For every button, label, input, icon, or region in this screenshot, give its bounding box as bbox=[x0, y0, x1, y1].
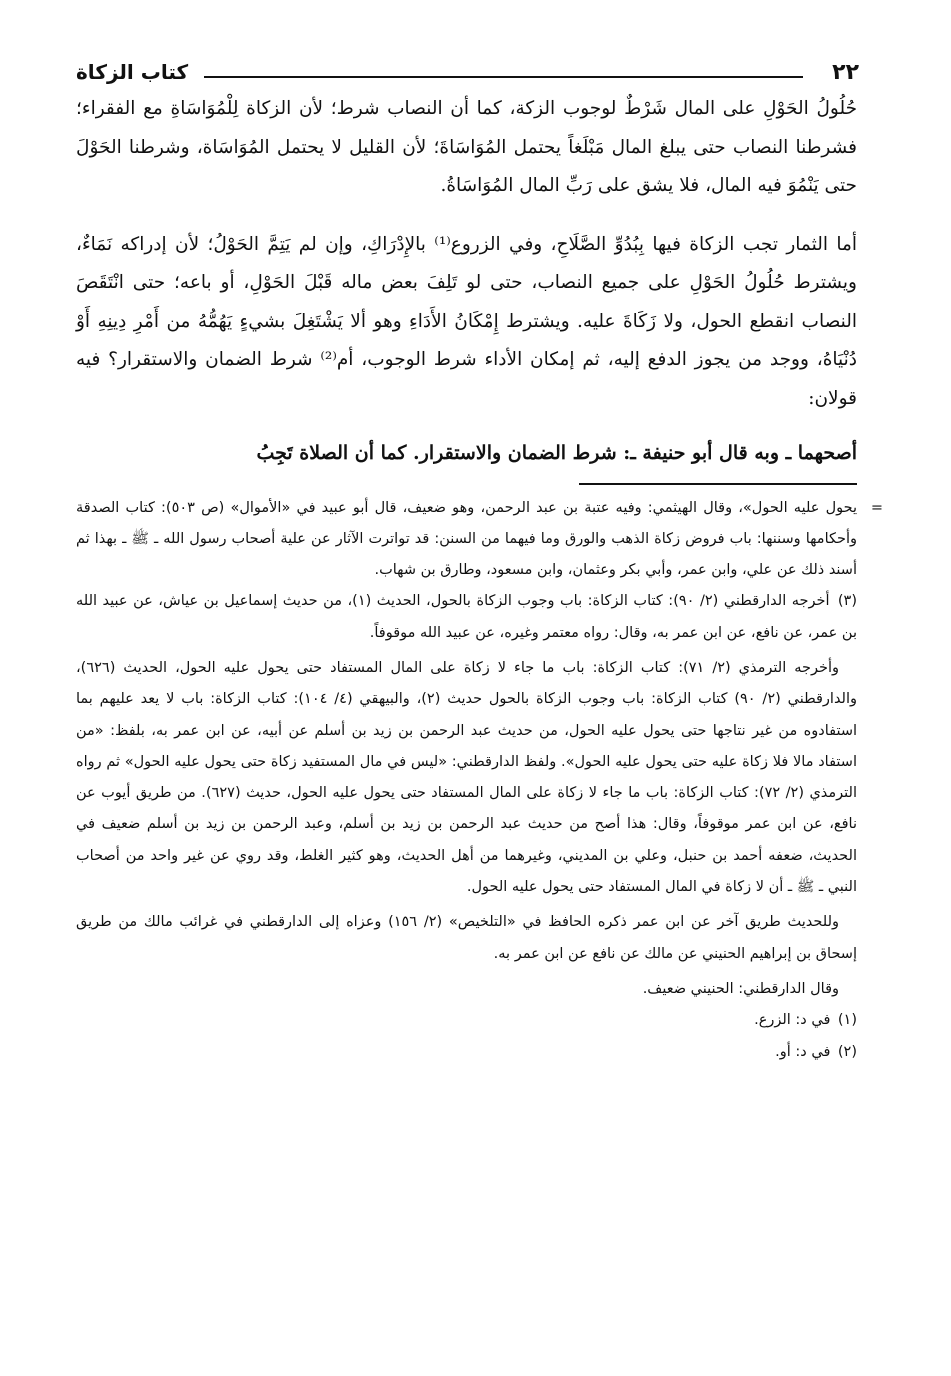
footnote-3-paragraph-3: وللحديث طريق آخر عن ابن عمر ذكره الحافظ في «التلخيص» (٢/ ١٥٦) وعزاه إلى الدارقطني في غرائب مالك من طريق إسحاق بن إبراهيم الحنيني عن مالك عن نافع عن ابن عمر به. bbox=[76, 914, 857, 962]
main-paragraph-2: أما الثمار تجب الزكاة فيها بِبُدُوِّ الصَّلَاحِ، وفي الزروع⁽¹⁾ بالإِدْرَاكِ، وإن لم يَتِمَّ الحَوْلُ؛ لأن إدراكه نَمَاءٌ، ويشترط حُلُولُ الحَوْلِ على جميع النصاب، حتى لو تَلِفَ بعض ماله قَبْلَ الحَوْلِ، أو باعه؛ حتى انْتَقَصَ النصاب انقطع الحول، ولا زَكَاةَ عليه. ويشترط إِمْكَانُ الأَدَاءِ وهو ألا يَشْتَغِلَ بشيءٍ يَهُمُّهُ من أَمْرِ دِينِهِ أَوْ دُنْيَاهُ، ووجد من يجوز الدفع إليه، ثم إمكان الأداء شرط الوجوب، أم⁽²⁾ شرط الضمان والاستقرار؟ فيه قولان: bbox=[76, 233, 857, 409]
page-header bbox=[76, 52, 857, 90]
page-number: ٢٢ bbox=[832, 60, 859, 85]
footnote-1-number: (١) bbox=[837, 1012, 857, 1029]
footnote-2-text: في د: أو. bbox=[775, 1043, 831, 1060]
footnote-3-paragraph-2: وأخرجه الترمذي (٢/ ٧١): كتاب الزكاة: باب ما جاء لا زكاة على المال المستفاد حتى يحول عليه الحول، الحديث (٦٢٦)، والدارقطني (٢/ ٩٠) كتاب الزكاة: باب وجوب الزكاة بالحول حديث (٢)، والبيهقي (٤/ ١٠٤): كتاب الزكاة: باب لا يعد عليهم بما استفادوه من غير نتاجها حتى يحول عليه الحول، من حديث عبد الرحمن بن زيد بن أسلم عن أبيه، عن ابن عمر به، بلفظ: «من استفاد مالا فلا زكاة عليه حتى يحول عليه الحول». ولفظ الدارقطني: «ليس في مال المستفيد زكاة حتى يحول عليه الحول» ثم رواه الترمذي (٢/ ٧٢): كتاب الزكاة: باب ما جاء لا زكاة على المال المستفاد حتى يحول عليه الحول، حديث (٦٢٧). من طريق أيوب عن نافع، عن ابن عمر موقوفاً، وقال: هذا أصح من حديث عبد الرحمن بن زيد بن أسلم، وعبد الرحمن بن زيد بن أسلم ضعيف في الحديث، ضعفه أحمد بن حنبل، وعلي بن المديني، وغيرهما من أهل الحديث، وهو كثير الغلط، وقد روي عن غير واحد من أصحاب النبي ـ ﷺ ـ أن لا زكاة في المال المستفاد حتى يحول عليه الحول. bbox=[76, 659, 857, 896]
footnote-1 bbox=[76, 1005, 857, 1036]
footnote-3-number: (٣) bbox=[837, 593, 858, 610]
footnote-1-text: في د: الزرع. bbox=[754, 1012, 831, 1029]
footnote-3 bbox=[76, 586, 857, 649]
running-title: كتاب الزكاة bbox=[76, 60, 189, 84]
footnote-separator bbox=[579, 483, 857, 485]
footnote-2-number: (٢) bbox=[837, 1043, 857, 1060]
main-paragraph-3: أصحهما ـ وبه قال أبو حنيفة ـ: شرط الضمان والاستقرار. كما أن الصلاة تَجِبُ bbox=[256, 442, 857, 464]
footnote-2 bbox=[76, 1037, 857, 1068]
footnote-continuation bbox=[76, 493, 883, 587]
footnote-3-paragraph-4: وقال الدارقطني: الحنيني ضعيف. bbox=[642, 980, 839, 997]
page bbox=[76, 52, 883, 1376]
continuation-mark: = bbox=[870, 499, 883, 516]
header-rule bbox=[204, 76, 803, 78]
footnotes bbox=[76, 493, 883, 1068]
main-paragraph-1: حُلُولُ الحَوْلِ على المال شَرْطٌ لوجوب الزكة، كما أن النصاب شرط؛ لأن الزكاة لِلْمُوَاسَاةِ مع الفقراء؛ فشرطنا النصاب حتى يبلغ المال مَبْلَغاً يحتمل المُوَاسَاةَ؛ لأن القليل لا يحتمل المُوَاسَاة، وشرطنا الحَوْلَ حتى يَنْمُوَ فيه المال، فلا يشق على رَبِّ المال المُوَاسَاةُ. bbox=[76, 98, 857, 196]
main-text bbox=[76, 90, 857, 473]
footnote-continuation-text: يحول عليه الحول»، وقال الهيثمي: وفيه عتبة بن عبد الرحمن، وهو ضعيف، قال أبو عبيد في «الأموال» (ص ٥٠٣): كتاب الصدقة وأحكامها وسننها: باب فروض زكاة الذهب والورق وما فيهما من السنن: قد تواترت الآثار عن علية أصحاب رسول الله ـ ﷺ ـ بهذا ثم أسند ذلك عن علي، وابن عمر، وأبي بكر وعثمان، وابن مسعود، وطارق بن شهاب. bbox=[76, 499, 857, 579]
footnote-3-text: أخرجه الدارقطني (٢/ ٩٠): كتاب الزكاة: باب وجوب الزكاة بالحول، الحديث (١)، من حديث إسماعيل بن عياش، عن عبيد الله بن عمر، عن نافع، عن ابن عمر به، وقال: رواه معتمر وغيره، عن عبيد الله موقوفاً. bbox=[76, 593, 857, 641]
